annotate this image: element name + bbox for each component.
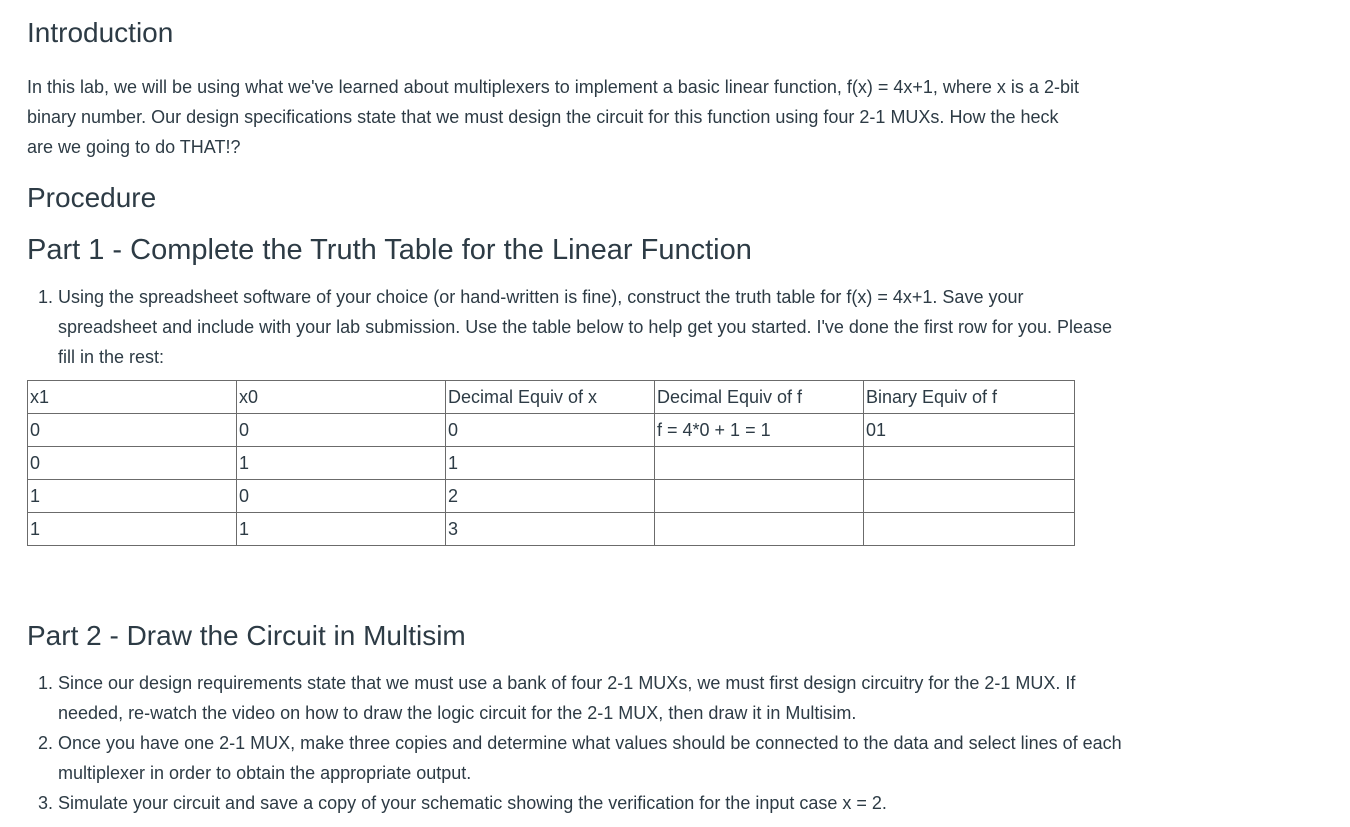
- part2-heading: Part 2 - Draw the Circuit in Multisim: [27, 620, 466, 651]
- table-cell: 1: [237, 513, 446, 546]
- table-cell: 0: [28, 414, 237, 447]
- table-cell: 1: [446, 447, 655, 480]
- truth-table: [27, 380, 1075, 546]
- part2-step: 3. Simulate your circuit and save a copy of your schematic showing the verification for the input case x = 2.: [58, 788, 1128, 818]
- table-cell: [655, 513, 864, 546]
- table-row: [28, 513, 1075, 546]
- table-cell: 0: [446, 414, 655, 447]
- table-cell: 0: [28, 447, 237, 480]
- part2-step: 2. Once you have one 2-1 MUX, make three copies and determine what values should be connected to the data and select lines of each multiplexer in order to obtain the appropriate output.: [58, 728, 1128, 788]
- table-cell: 0: [237, 414, 446, 447]
- table-cell: 3: [446, 513, 655, 546]
- part1-heading: Part 1 - Complete the Truth Table for the Linear Function: [27, 234, 752, 266]
- table-header-cell: Decimal Equiv of x: [446, 381, 655, 414]
- table-cell: [655, 447, 864, 480]
- table-header-row: [28, 381, 1075, 414]
- table-cell: [864, 513, 1075, 546]
- table-cell: 1: [237, 447, 446, 480]
- table-row: [28, 480, 1075, 513]
- introduction-paragraph: In this lab, we will be using what we've learned about multiplexers to implement a basic linear function, f(x) = 4x+1, where x is a 2-bit binary number. Our design specifications state that we must design the circuit for this function using four 2-1 MUXs. How the heck are we going to do THAT!?: [27, 77, 1079, 157]
- table-header-cell: Binary Equiv of f: [864, 381, 1075, 414]
- table-cell: [864, 447, 1075, 480]
- procedure-heading: Procedure: [27, 182, 157, 213]
- table-header-cell: x1: [28, 381, 237, 414]
- part2-step: 1. Since our design requirements state that we must use a bank of four 2-1 MUXs, we must first design circuitry for the 2-1 MUX. If needed, re-watch the video on how to draw the logic circuit for the 2-1 MUX, then draw it in Multisim.: [58, 668, 1128, 728]
- part2-steps-list: [27, 668, 1128, 818]
- part1-step: 1. Using the spreadsheet software of your choice (or hand-written is fine), construct the truth table for f(x) = 4x+1. Save your spreadsheet and include with your lab submission. Use the table below to help get you started. I've done the first row for you. Please fill in the rest:: [58, 282, 1118, 372]
- table-cell: 01: [864, 414, 1075, 447]
- table-cell: [655, 480, 864, 513]
- table-header-cell: Decimal Equiv of f: [655, 381, 864, 414]
- table-row: [28, 414, 1075, 447]
- table-cell: 1: [28, 513, 237, 546]
- table-cell: 1: [28, 480, 237, 513]
- table-header-cell: x0: [237, 381, 446, 414]
- table-cell: 0: [237, 480, 446, 513]
- table-cell: f = 4*0 + 1 = 1: [655, 414, 864, 447]
- table-cell: [864, 480, 1075, 513]
- table-cell: 2: [446, 480, 655, 513]
- table-row: [28, 447, 1075, 480]
- part1-steps-list: [27, 282, 1118, 372]
- introduction-heading: Introduction: [27, 17, 174, 48]
